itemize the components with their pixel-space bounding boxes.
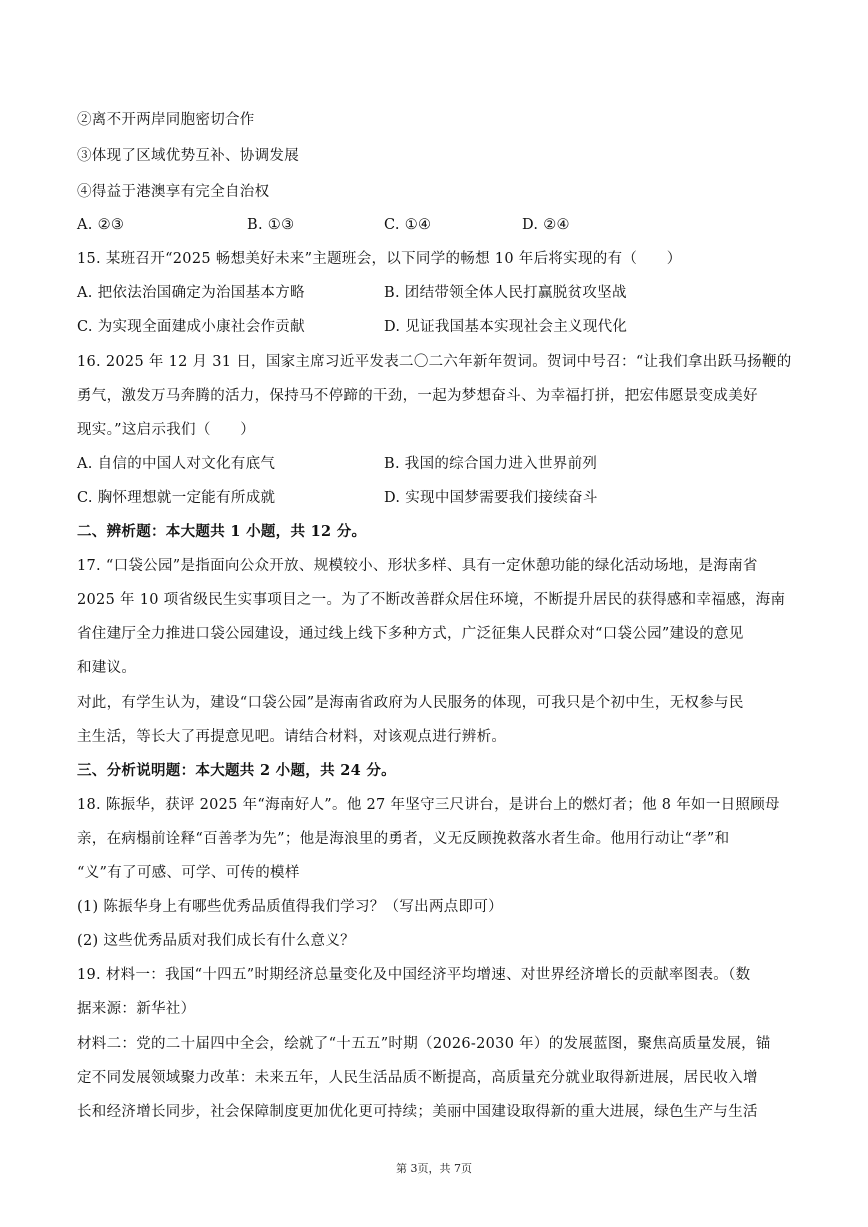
q15-option-a: A. 把依法治国确定为治国基本方略: [77, 285, 305, 301]
option-statement-2: ②离不开两岸同胞密切合作: [77, 112, 255, 128]
question-18-subquestion-2: (2) 这些优秀品质对我们成长有什么意义？: [77, 933, 355, 949]
question-16-line-1: 16. 2025 年 12 月 31 日，国家主席习近平发表二〇二六年新年贺词。贺词中号召：“让我们拿出跃马扬鞭的: [77, 354, 792, 370]
q16-option-a: A. 自信的中国人对文化有底气: [77, 456, 276, 472]
question-19-line-3: 材料二：党的二十届四中全会，绘就了“十五五”时期（2026-2030 年）的发展蓝图，聚焦高质量发展，锚: [77, 1036, 771, 1052]
section-3-heading: 三、分析说明题：本大题共 2 小题，共 24 分。: [77, 762, 396, 779]
question-19-line-5: 长和经济增长同步，社会保障制度更加优化更可持续；美丽中国建设取得新的重大进展，绿色生产与生活: [77, 1104, 758, 1120]
option-statement-4: ④得益于港澳享有完全自治权: [77, 184, 270, 200]
question-16-line-2: 勇气，激发万马奔腾的活力，保持马不停蹄的干劲，一起为梦想奋斗、为幸福打拼，把宏伟愿景变成美好: [77, 388, 758, 404]
q14-option-a: A. ②③: [77, 217, 125, 233]
page-footer: 第 3页，共 7页: [396, 1162, 472, 1175]
question-18-line-1: 18. 陈振华，获评 2025 年“海南好人”。他 27 年坚守三尺讲台，是讲台上的燃灯者；他 8 年如一日照顾母: [77, 797, 780, 813]
section-2-heading: 二、辨析题：本大题共 1 小题，共 12 分。: [77, 523, 367, 540]
question-18-line-2: 亲，在病榻前诠释“百善孝为先”；他是海浪里的勇者，义无反顾挽救落水者生命。他用行动让“孝”和: [77, 831, 730, 847]
question-17-line-6: 主生活，等长大了再提意见吧。请结合材料，对该观点进行辨析。: [77, 729, 507, 745]
q14-option-d: D. ②④: [522, 217, 570, 233]
question-16-line-3: 现实。”这启示我们（ ）: [77, 422, 256, 438]
q15-option-c: C. 为实现全面建成小康社会作贡献: [77, 319, 305, 335]
question-17-line-3: 省住建厅全力推进口袋公园建设，通过线上线下多种方式，广泛征集人民群众对“口袋公园”建设的意见: [77, 626, 744, 642]
question-17-line-4: 和建议。: [77, 660, 137, 676]
q16-option-d: D. 实现中国梦需要我们接续奋斗: [384, 490, 598, 506]
question-18-line-3: “义”有了可感、可学、可传的模样: [77, 865, 300, 881]
question-18-subquestion-1: (1) 陈振华身上有哪些优秀品质值得我们学习？（写出两点即可）: [77, 899, 503, 915]
q16-option-c: C. 胸怀理想就一定能有所成就: [77, 490, 276, 506]
q14-option-c: C. ①④: [384, 217, 432, 233]
question-15: 15. 某班召开“2025 畅想美好未来”主题班会，以下同学的畅想 10 年后将实现的有（ ）: [77, 251, 682, 267]
q16-option-b: B. 我国的综合国力进入世界前列: [384, 456, 598, 472]
question-17-line-5: 对此，有学生认为，建设“口袋公园”是海南省政府为人民服务的体现，可我只是个初中生，无权参与民: [77, 695, 744, 711]
question-17-line-2: 2025 年 10 项省级民生实事项目之一。为了不断改善群众居住环境，不断提升居民的获得感和幸福感，海南: [77, 592, 786, 608]
q14-option-b: B. ①③: [247, 217, 295, 233]
question-17-line-1: 17. “口袋公园”是指面向公众开放、规模较小、形状多样、具有一定休憩功能的绿化活动场地，是海南省: [77, 558, 758, 574]
option-statement-3: ③体现了区域优势互补、协调发展: [77, 148, 299, 164]
question-19-line-1: 19. 材料一：我国“十四五”时期经济总量变化及中国经济平均增速、对世界经济增长的贡献率图表。（数: [77, 967, 751, 983]
q15-option-b: B. 团结带领全体人民打赢脱贫攻坚战: [384, 285, 627, 301]
question-19-line-4: 定不同发展领域聚力改革：未来五年，人民生活品质不断提高，高质量充分就业取得新进展，居民收入增: [77, 1070, 758, 1086]
q15-option-d: D. 见证我国基本实现社会主义现代化: [384, 319, 628, 335]
question-19-line-2: 据来源：新华社）: [77, 1001, 196, 1017]
